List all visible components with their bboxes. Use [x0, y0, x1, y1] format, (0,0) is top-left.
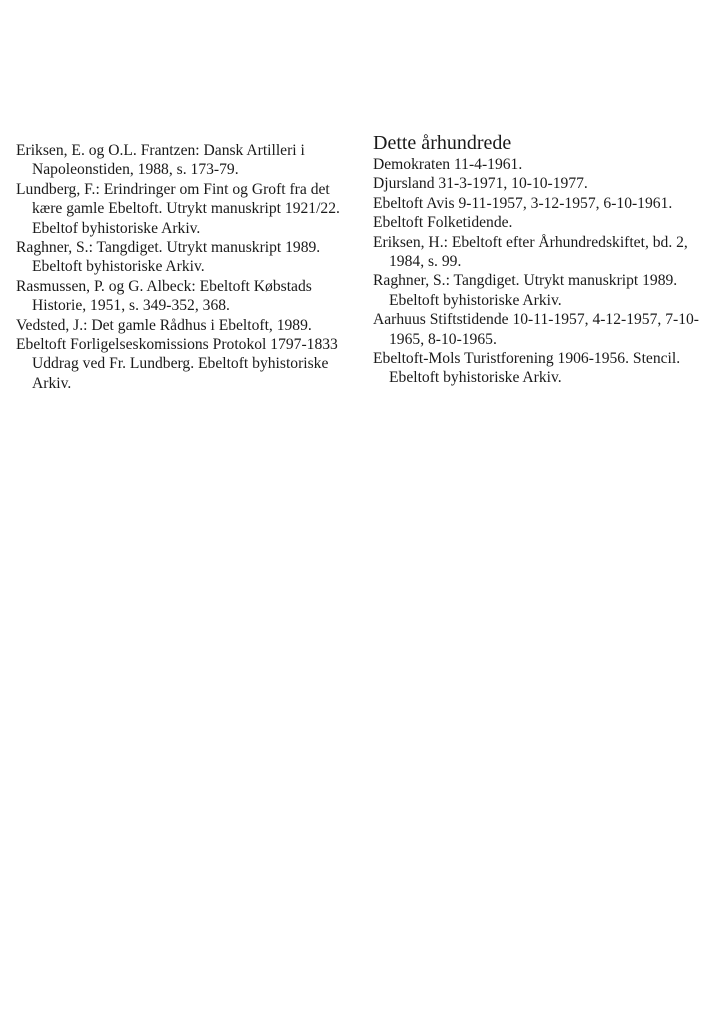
bibliography-entry: Demokraten 11-4-1961.	[373, 156, 523, 173]
bibliography-entry: Raghner, S.: Tangdiget. Utrykt manuskript 1989. Ebeltoft byhistoriske Arkiv.	[373, 272, 678, 309]
bibliography-entry: Eriksen, E. og O.L. Frantzen: Dansk Artilleri i Napoleonstiden, 1988, s. 173-79.	[16, 142, 305, 179]
bibliography-entry: Lundberg, F.: Erindringer om Fint og Groft fra det kære gamle Ebeltoft. Utrykt manuskript 1921/22. Ebeltof byhistoriske Arkiv.	[16, 180, 340, 237]
left-column	[16, 141, 346, 393]
bibliography-entry: Ebeltoft Folketidende.	[373, 214, 513, 232]
bibliography-entry: Djursland 31-3-1971, 10-10-1977.	[373, 175, 588, 193]
bibliography-entry: Rasmussen, P. og G. Albeck: Ebeltoft Købstads Historie, 1951, s. 349-352, 368.	[16, 277, 312, 315]
bibliography-entry: Vedsted, J.: Det gamle Rådhus i Ebeltoft, 1989.	[16, 316, 312, 334]
bibliography-entry: Raghner, S.: Tangdiget. Utrykt manuskript 1989. Ebeltoft byhistoriske Arkiv.	[16, 239, 321, 276]
bibliography-entry: Aarhuus Stiftstidende 10-11-1957, 4-12-1957, 7-10-1965, 8-10-1965.	[373, 311, 699, 348]
bibliography-entry: Ebeltoft Avis 9-11-1957, 3-12-1957, 6-10-1961.	[373, 194, 673, 212]
section-heading: Dette århundrede	[373, 132, 512, 154]
right-column	[373, 132, 713, 388]
bibliography-entry: Ebeltoft Forligelseskomissions Protokol 1797-1833 Uddrag ved Fr. Lundberg. Ebeltoft byhistoriske Arkiv.	[16, 336, 338, 392]
bibliography-entry: Eriksen, H.: Ebeltoft efter Århundredskiftet, bd. 2, 1984, s. 99.	[373, 233, 688, 271]
bibliography-entry: Ebeltoft-Mols Turistforening 1906-1956. Stencil. Ebeltoft byhistoriske Arkiv.	[373, 350, 681, 387]
